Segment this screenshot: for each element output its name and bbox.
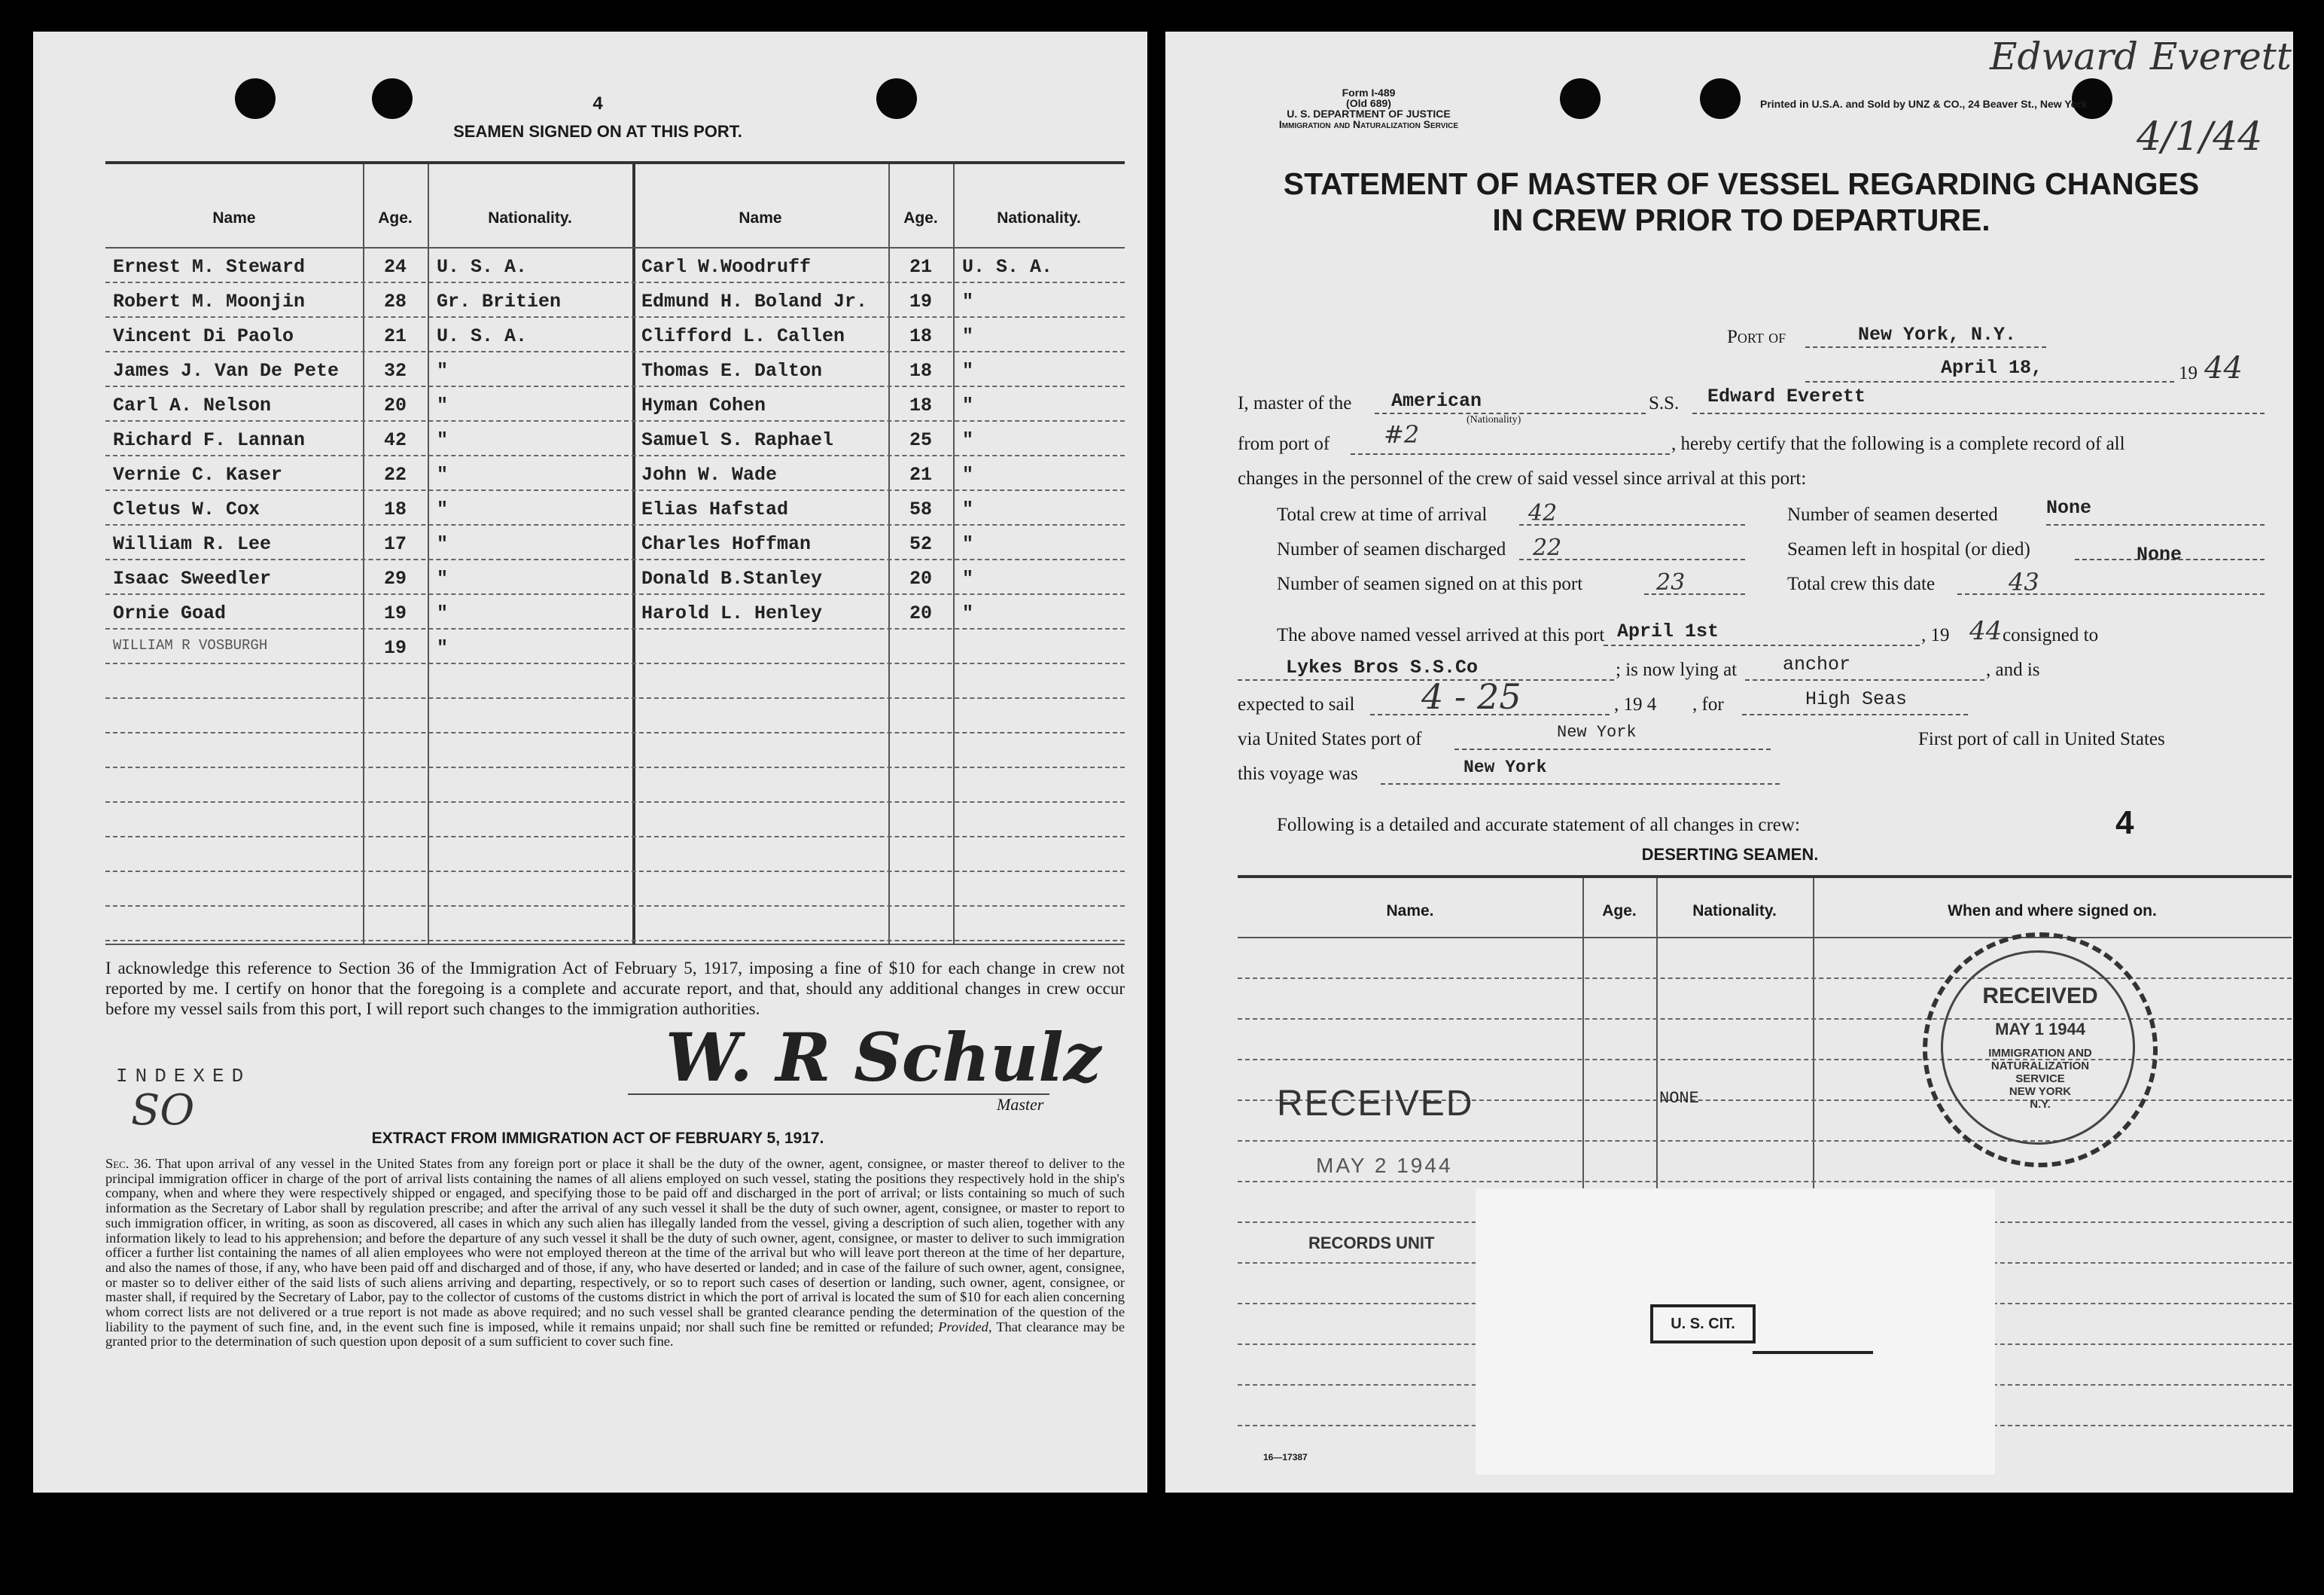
lying-at-value: anchor xyxy=(1783,654,1851,676)
master-label: Master xyxy=(997,1095,1044,1114)
sec36-label: Sec. 36. xyxy=(105,1156,151,1171)
date-value: April 18, xyxy=(1941,357,2043,379)
sec36-paragraph xyxy=(105,1157,1125,1349)
handwritten-number: 4/1/44 xyxy=(2137,114,2263,160)
consigned-label: consigned to xyxy=(2003,625,2099,645)
seaman-age: 25 xyxy=(909,429,932,451)
nationality-value: American xyxy=(1391,390,1482,412)
seaman-nationality: Gr. Britien xyxy=(437,291,562,313)
seaman-name: Elias Hafstad xyxy=(641,499,789,520)
seamen-signed-on-table xyxy=(105,161,1125,945)
seaman-name: Charles Hoffman xyxy=(641,533,812,555)
stamp-underline xyxy=(1753,1351,1873,1354)
col-header-name: Name xyxy=(212,209,256,227)
seaman-nationality: " xyxy=(962,429,974,451)
seaman-age: 21 xyxy=(383,325,407,347)
seaman-name: John W. Wade xyxy=(641,464,778,486)
via-port-label: via United States port of xyxy=(1238,729,1422,749)
circular-stamp-line3: SERVICE xyxy=(2015,1072,2065,1085)
following-text: Following is a detailed and accurate statement of all changes in crew: xyxy=(1277,815,1800,835)
seaman-nationality: " xyxy=(437,637,449,659)
seaman-age: 29 xyxy=(383,568,407,590)
punch-hole xyxy=(235,78,276,119)
seaman-name: Ernest M. Steward xyxy=(113,256,306,278)
col-header-name: Name. xyxy=(1386,902,1434,919)
col-header-age: Age. xyxy=(903,209,938,227)
seaman-age: 18 xyxy=(383,499,407,520)
us-cit-stamp: U. S. CIT. xyxy=(1650,1304,1756,1343)
col-header-nationality: Nationality. xyxy=(997,209,1081,227)
seaman-age: 19 xyxy=(909,291,932,313)
received-stamp-date: MAY 2 1944 xyxy=(1316,1154,1453,1177)
seaman-age: 21 xyxy=(909,256,932,278)
circular-stamp-service xyxy=(1927,1047,2153,1111)
col-header-nationality: Nationality. xyxy=(488,209,572,227)
seaman-name: Thomas E. Dalton xyxy=(641,360,823,382)
punch-hole xyxy=(1560,78,1601,119)
port-of-value: New York, N.Y. xyxy=(1858,324,2017,346)
expected-year: , 19 4 xyxy=(1614,694,1657,715)
col-header-age: Age. xyxy=(378,209,413,227)
seaman-name: Edmund H. Boland Jr. xyxy=(641,291,868,313)
first-port-label: First port of call in United States xyxy=(1918,729,2165,749)
via-port-value: New York xyxy=(1557,723,1637,742)
seaman-name: Clifford L. Callen xyxy=(641,325,845,347)
seaman-nationality: " xyxy=(437,464,449,486)
seaman-name: Samuel S. Raphael xyxy=(641,429,834,451)
seaman-age: 17 xyxy=(383,533,407,555)
col-header-when-where: When and where signed on. xyxy=(1948,902,2157,919)
form-title-line2: IN CREW PRIOR TO DEPARTURE. xyxy=(1492,203,1990,237)
lying-at-label: ; is now lying at xyxy=(1616,660,1738,680)
seamen-signed-on-title: SEAMEN SIGNED ON AT THIS PORT. xyxy=(453,122,742,141)
from-port-label: from port of xyxy=(1238,434,1330,454)
hospital-label: Seamen left in hospital (or died) xyxy=(1787,539,2030,560)
arrived-value: April 1st xyxy=(1617,621,1719,642)
circular-received-stamp xyxy=(1923,932,2158,1167)
seaman-nationality: " xyxy=(437,568,449,590)
deserted-value: None xyxy=(2046,497,2092,519)
for-value: High Seas xyxy=(1805,688,1908,710)
seaman-name: Carl A. Nelson xyxy=(113,395,272,416)
seaman-age: 18 xyxy=(909,395,932,416)
certify-text: , hereby certify that the following is a complete record of all xyxy=(1671,434,2125,454)
arrived-label: The above named vessel arrived at this port xyxy=(1277,625,1605,645)
department-name: U. S. DEPARTMENT OF JUSTICE xyxy=(1287,108,1451,120)
indexed-stamp: INDEXED xyxy=(116,1065,251,1087)
circular-stamp-line1: IMMIGRATION AND xyxy=(1988,1047,2092,1060)
sec36-text: That upon arrival of any vessel in the United States from any foreign port or place it shall be the duty of the owner, agent, consignee, or master thereof to deliver to the principal immigration officer in charge of the port of arrival lists containing the names of all aliens employed on such vessel, stating the positions they respectively hold in the ship's company, when and where they were respectively shipped or engaged, and specifying those to be paid off and discharged in the port of arrival; or lists containing so much of such information as the Secretary of Labor shall by regulation prescribe; and after the arrival of any such vessel it shall be the duty of such owner, agent, consignee, or master to report to such immigration officer, in writing, as soon as discovered, all cases in which any such alien has illegally landed from the vessel, giving a description of such alien, together with any information likely to lead to his apprehension; and before the departure of any such vessel it shall be the duty of such owner, agent, consignee, or master to deliver to such immigration officer a further list containing the names of all alien employees who were not employed thereon at the time of the arrival but who will leave port thereon at the time of her departure, and also the names of those, if any, who have been paid off and discharged and of those, if any, who have deserted or landed; and in case of the failure of such owner, agent, consignee, or master so to deliver either of the said lists of such aliens arriving and departing, respectively, or so to report such cases of desertion or landing, such owner, agent, consignee, or master shall, if required by the Secretary of Labor, pay to the collector of customs of the customs district in which the port of arrival is located the sum of $10 for each alien concerning whom correct lists are not delivered or a true report is not made as above required; and no such vessel shall be granted clearance pending the determination of the question of the liability to the payment of such fine, and, in the event such fine is imposed, while it remains unpaid; nor shall such fine be remitted or refunded; xyxy=(105,1156,1125,1334)
page-mark: 4 xyxy=(2115,804,2134,841)
punch-hole xyxy=(1700,78,1741,119)
seaman-age: 20 xyxy=(909,602,932,624)
circular-stamp-line2: NATURALIZATION xyxy=(1990,1060,2090,1072)
form-header xyxy=(1241,87,1497,130)
seaman-name: Isaac Sweedler xyxy=(113,568,272,590)
provided-text: That clearance may be granted prior to the determination of such question upon deposit of a sum sufficient to cover such fine. xyxy=(105,1319,1125,1349)
printer-credit: Printed in U.S.A. and Sold by UNZ & CO., 24 Beaver St., New York xyxy=(1760,98,2088,110)
seaman-name: Vincent Di Paolo xyxy=(113,325,294,347)
seaman-name: Richard F. Lannan xyxy=(113,429,306,451)
date-year-suffix: 44 xyxy=(2204,351,2243,386)
total-crew-arrival-label: Total crew at time of arrival xyxy=(1277,505,1488,525)
master-of-the-label: I, master of the xyxy=(1238,393,1352,413)
discharged-value: 22 xyxy=(1533,535,1562,561)
signed-on-label: Number of seamen signed on at this port xyxy=(1277,574,1583,594)
seaman-nationality: " xyxy=(962,464,974,486)
total-crew-date-label: Total crew this date xyxy=(1787,574,1936,594)
hospital-value: None xyxy=(2137,544,2182,566)
from-port-value: #2 xyxy=(1384,420,1420,449)
seaman-name: Harold L. Henley xyxy=(641,602,823,624)
expected-to-sail-value: 4 - 25 xyxy=(1421,676,1521,717)
seaman-nationality: " xyxy=(437,533,449,555)
punch-hole xyxy=(876,78,917,119)
seaman-name: James J. Van De Pete xyxy=(113,360,340,382)
extract-title: EXTRACT FROM IMMIGRATION ACT OF FEBRUARY 5, 1917. xyxy=(371,1130,824,1147)
seaman-name: William R. Lee xyxy=(113,533,272,555)
seaman-age: 19 xyxy=(383,602,407,624)
seaman-nationality: " xyxy=(962,360,974,382)
this-voyage-value: New York xyxy=(1464,758,1547,777)
records-unit-stamp: RECORDS UNIT xyxy=(1308,1234,1435,1252)
page-number: 4 xyxy=(592,93,603,114)
service-name: Immigration and Naturalization Service xyxy=(1278,118,1459,130)
this-voyage-label: this voyage was xyxy=(1238,764,1358,784)
seaman-age: 18 xyxy=(909,325,932,347)
expected-to-sail-label: expected to sail xyxy=(1238,694,1355,715)
circular-stamp-date: MAY 1 1944 xyxy=(1995,1020,2085,1038)
handwritten-vessel-name: Edward Everett xyxy=(1990,35,2292,78)
footer-code: 16—17387 xyxy=(1263,1452,1308,1462)
seaman-age: 42 xyxy=(383,429,407,451)
circular-stamp-line4: NEW YORK xyxy=(2009,1085,2072,1098)
seaman-name: Vernie C. Kaser xyxy=(113,464,283,486)
seaman-age: 19 xyxy=(383,637,407,659)
seaman-age: 52 xyxy=(909,533,932,555)
seaman-name: Donald B.Stanley xyxy=(641,568,823,590)
form-title xyxy=(1233,166,2249,238)
seaman-name: Carl W.Woodruff xyxy=(641,256,812,278)
total-crew-date-value: 43 xyxy=(2009,568,2039,596)
arrived-year-prefix: , 19 xyxy=(1921,625,1950,645)
date-year-prefix: 19 xyxy=(2179,363,2198,383)
seaman-age: 22 xyxy=(383,464,407,486)
deserting-seamen-title: DESERTING SEAMEN. xyxy=(1641,845,1819,864)
seaman-nationality: " xyxy=(962,533,974,555)
circular-stamp-line5: N.Y. xyxy=(2030,1098,2051,1111)
seaman-nationality: U. S. A. xyxy=(962,256,1053,278)
nationality-caption: (Nationality) xyxy=(1467,414,1521,425)
total-crew-arrival-value: 42 xyxy=(1528,500,1558,526)
and-is-label: , and is xyxy=(1986,660,2040,680)
seaman-nationality: U. S. A. xyxy=(437,325,528,347)
deserting-none: NONE xyxy=(1659,1089,1699,1108)
seaman-nationality: " xyxy=(437,602,449,624)
arrived-year-suffix: 44 xyxy=(1969,616,2003,646)
seaman-nationality: " xyxy=(962,325,974,347)
seaman-age: 24 xyxy=(383,256,407,278)
acknowledgement-text: I acknowledge this reference to Section 36 of the Immigration Act of February 5, 1917, imposing a fine of $10 for each change in crew not reported by me. I certify on honor that the foregoing is a complete and accurate report, and that, should any additional changes in crew occur before my vessel sails from this port, I will report such changes to the immigration authorities. xyxy=(105,959,1125,1018)
form-old-number: (Old 689) xyxy=(1346,97,1391,109)
seaman-age: 20 xyxy=(383,395,407,416)
seaman-nationality: U. S. A. xyxy=(437,256,528,278)
seaman-name: Robert M. Moonjin xyxy=(113,291,306,313)
col-header-age: Age. xyxy=(1602,902,1637,919)
punch-hole xyxy=(372,78,413,119)
seaman-age: 18 xyxy=(909,360,932,382)
received-stamp: RECEIVED xyxy=(1277,1084,1474,1124)
seaman-nationality: " xyxy=(962,291,974,313)
seaman-nationality: " xyxy=(437,360,449,382)
seaman-name: Ornie Goad xyxy=(113,602,227,624)
seaman-nationality: " xyxy=(962,568,974,590)
seaman-age: 21 xyxy=(909,464,932,486)
signed-on-value: 23 xyxy=(1656,569,1686,596)
seaman-age: 32 xyxy=(383,360,407,382)
seaman-nationality: " xyxy=(962,499,974,520)
indexed-mark: SO xyxy=(131,1086,195,1135)
seaman-nationality: " xyxy=(437,395,449,416)
seaman-age: 20 xyxy=(909,568,932,590)
port-of-label: Port of xyxy=(1727,327,1786,347)
seaman-nationality: " xyxy=(437,499,449,520)
seaman-nationality: " xyxy=(962,395,974,416)
right-page xyxy=(1165,32,2293,1493)
left-page xyxy=(33,32,1147,1493)
form-number: Form I-489 xyxy=(1342,87,1396,99)
vessel-name-value: Edward Everett xyxy=(1707,386,1866,407)
ss-label: S.S. xyxy=(1649,393,1680,413)
for-label: , for xyxy=(1692,694,1724,715)
deserted-label: Number of seamen deserted xyxy=(1787,505,1998,525)
seaman-name: Cletus W. Cox xyxy=(113,499,260,520)
col-header-nationality: Nationality. xyxy=(1692,902,1777,919)
seaman-name: WILLIAM R VOSBURGH xyxy=(113,637,268,654)
discharged-label: Number of seamen discharged xyxy=(1277,539,1506,560)
form-title-line1: STATEMENT OF MASTER OF VESSEL REGARDING CHANGES xyxy=(1283,166,2200,201)
changes-text: changes in the personnel of the crew of said vessel since arrival at this port: xyxy=(1238,468,1807,489)
seaman-nationality: " xyxy=(437,429,449,451)
seaman-age: 58 xyxy=(909,499,932,520)
master-signature: W. R Schulz xyxy=(666,1018,1101,1096)
seaman-name: Hyman Cohen xyxy=(641,395,766,416)
provided-label: Provided, xyxy=(938,1319,992,1334)
consignee-value: Lykes Bros S.S.Co xyxy=(1286,657,1479,679)
seaman-age: 28 xyxy=(383,291,407,313)
seaman-nationality: " xyxy=(962,602,974,624)
circular-stamp-received: RECEIVED xyxy=(1982,984,2098,1008)
col-header-name: Name xyxy=(739,209,782,227)
